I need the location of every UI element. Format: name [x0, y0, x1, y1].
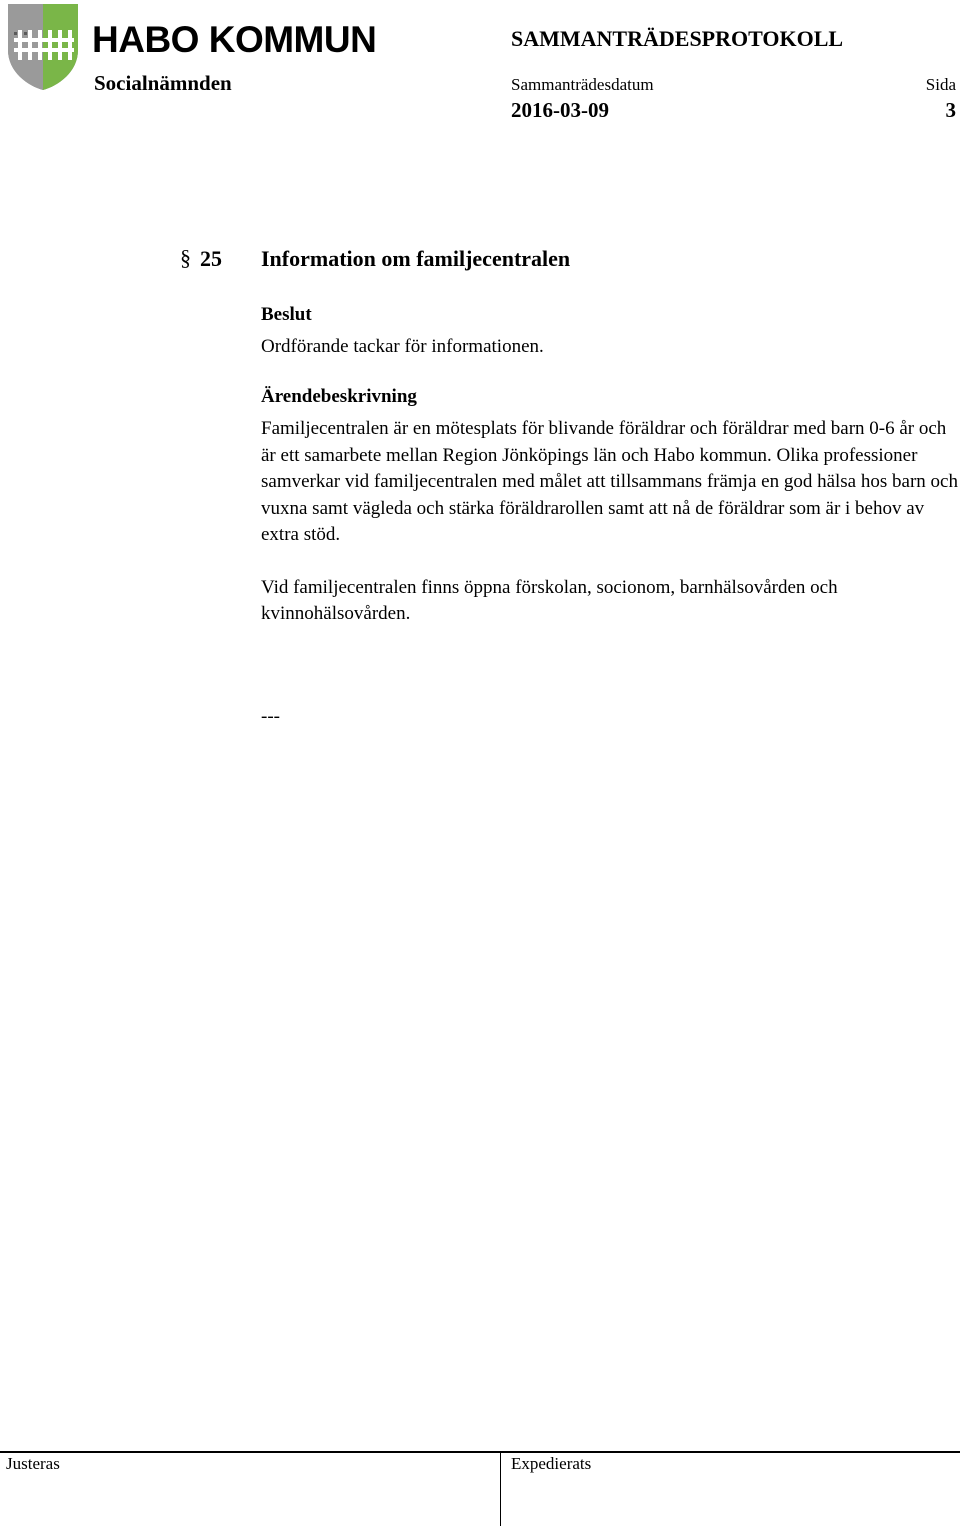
paragraph-number: 25 — [200, 246, 222, 271]
case-description-block — [261, 384, 960, 628]
habo-kommun-coat-of-arms-icon — [6, 2, 80, 92]
decision-text: Ordförande tackar för informationen. — [261, 336, 544, 357]
end-marker: --- — [261, 706, 280, 727]
footer-divider — [0, 1451, 960, 1453]
logo-text: HABO KOMMUN — [92, 19, 377, 60]
paragraph-sign: § — [180, 245, 191, 270]
decision-block — [261, 302, 960, 361]
page-number: 3 — [945, 98, 956, 122]
footer-justeras-label: Justeras — [6, 1454, 60, 1473]
case-description-heading: Ärendebeskrivning — [261, 386, 417, 407]
organization-name: Socialnämnden — [94, 71, 232, 95]
case-description-paragraph-2: Vid familjecentralen finns öppna förskolan, socionom, barnhälsovården och kvinnohälsovården. — [261, 576, 838, 624]
meeting-date-label: Sammanträdesdatum — [511, 75, 654, 94]
footer-expedierats-label: Expedierats — [511, 1454, 592, 1473]
meeting-date-value: 2016-03-09 — [511, 98, 609, 122]
case-description-paragraph-1: Familjecentralen är en mötesplats för blivande föräldrar och föräldrar med barn 0-6 år och är ett samarbete mellan Region Jönköpings län och Habo kommun. Olika professioner samverkar vid familjecentralen med målet att tillsammans främja en god hälsa hos barn och vuxna samt vägleda och stärka föräldrarollen samt att nå de föräldrar som är i behov av extra stöd. — [261, 418, 958, 545]
footer-column-divider — [500, 1452, 501, 1526]
document-type: SAMMANTRÄDESPROTOKOLL — [511, 26, 844, 51]
decision-heading: Beslut — [261, 304, 312, 325]
page-label: Sida — [925, 75, 956, 94]
section-title: Information om familjecentralen — [261, 246, 571, 271]
